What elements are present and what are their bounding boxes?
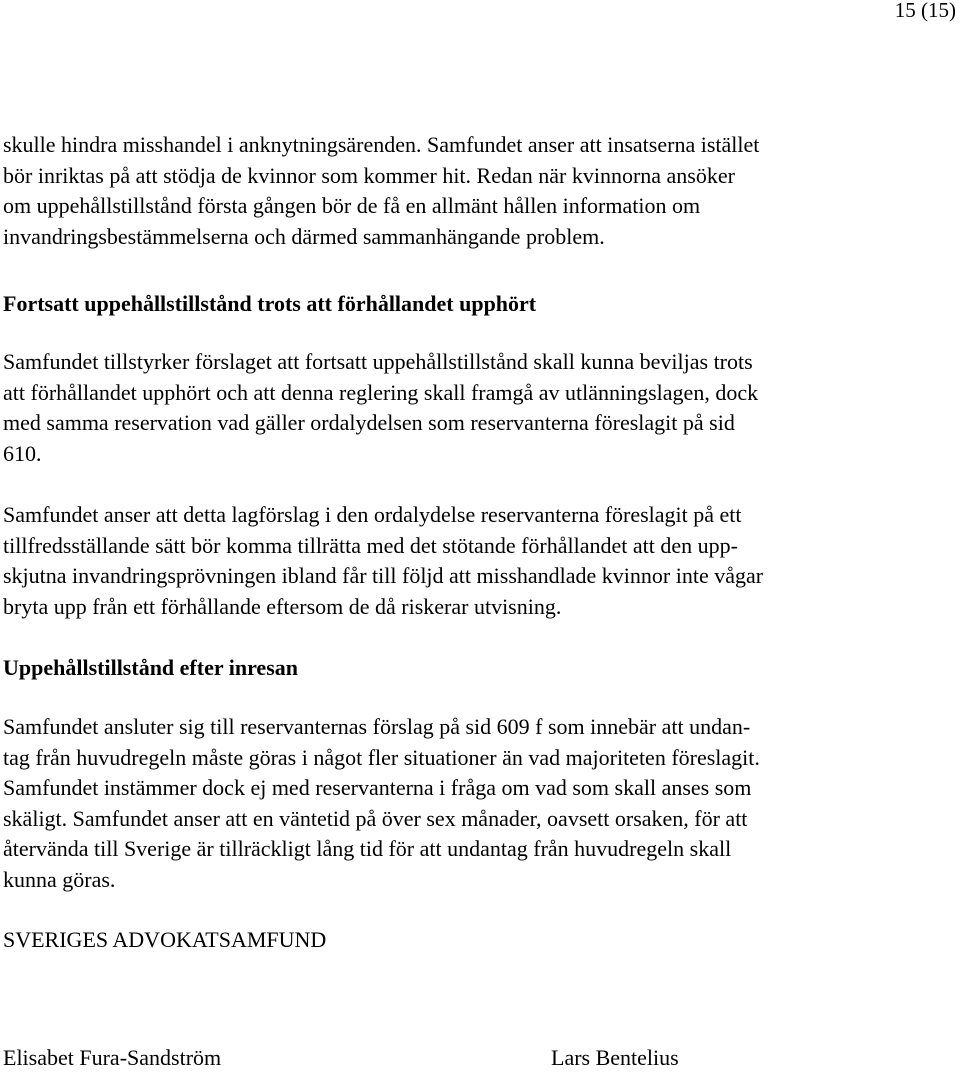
section1-paragraph-2 xyxy=(3,500,958,622)
text-line: Samfundet tillstyrker förslaget att fortsatt uppehållstillstånd skall kunna beviljas trots xyxy=(3,349,753,374)
text-line: tag från huvudregeln måste göras i något fler situationer än vad majoriteten föreslagit. xyxy=(3,744,760,770)
text-line: om uppehållstillstånd första gången bör de få en allmänt hållen information om xyxy=(3,193,701,218)
page-number: 15 (15) xyxy=(894,0,956,22)
text-line: Samfundet instämmer dock ej med reservanterna i fråga om vad som skall anses som xyxy=(3,775,752,800)
text-line: 610. xyxy=(3,440,42,466)
section-heading-efter-inresan: Uppehållstillstånd efter inresan xyxy=(3,655,298,680)
organization-name: SVERIGES ADVOKATSAMFUND xyxy=(3,927,327,952)
intro-paragraph xyxy=(3,130,958,252)
text-line: återvända till Sverige är tillräckligt lång tid för att undantag från huvudregeln skall xyxy=(3,836,732,861)
text-line: bryta upp från ett förhållande eftersom de då riskerar utvisning. xyxy=(3,593,562,619)
section1-paragraph-1 xyxy=(3,347,958,469)
signatory-2: Lars Bentelius xyxy=(551,1045,679,1070)
text-line: med samma reservation vad gäller ordalydelsen som reservanterna föreslagit på sid xyxy=(3,410,735,435)
section2-paragraph-1 xyxy=(3,712,958,895)
text-line: tillfredsställande sätt bör komma tillrätta med det stötande förhållandet att den upp- xyxy=(3,532,738,558)
text-line: invandringsbestämmelserna och därmed sammanhängande problem. xyxy=(3,223,605,249)
signatory-1: Elisabet Fura-Sandström xyxy=(3,1045,222,1070)
text-line: kunna göras. xyxy=(3,866,116,892)
text-line: bör inriktas på att stödja de kvinnor som kommer hit. Redan när kvinnorna ansöker xyxy=(3,162,735,188)
text-line: att förhållandet upphört och att denna reglering skall framgå av utlänningslagen, dock xyxy=(3,379,759,405)
text-line: Samfundet ansluter sig till reservanternas förslag på sid 609 f som innebär att undan- xyxy=(3,714,751,739)
text-line: Samfundet anser att detta lagförslag i den ordalydelse reservanterna föreslagit på ett xyxy=(3,502,742,527)
text-line: skulle hindra misshandel i anknytningsärenden. Samfundet anser att insatserna istället xyxy=(3,132,760,157)
text-line: skjutna invandringsprövningen ibland får till följd att misshandlade kvinnor inte vågar xyxy=(3,563,764,588)
text-line: skäligt. Samfundet anser att en väntetid på över sex månader, oavsett orsaken, för att xyxy=(3,805,748,831)
section-heading-fortsatt: Fortsatt uppehållstillstånd trots att förhållandet upphört xyxy=(3,291,537,316)
